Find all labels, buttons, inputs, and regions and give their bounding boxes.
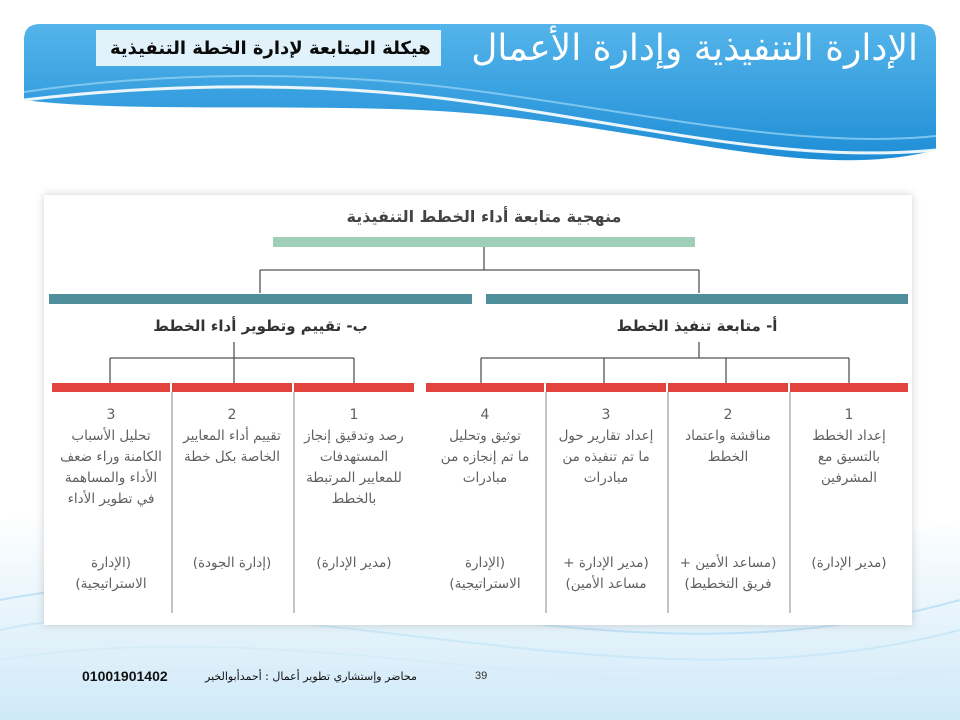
item-number: 2 [227,407,237,423]
diagram-root-title: منهجية متابعة أداء الخطط التنفيذية [346,207,622,226]
branch-bar-b [49,294,472,304]
item-text-line: الخطط [707,449,749,465]
branch-b-item-3-owner [52,553,170,595]
owner-line: (الإدارة [90,555,132,571]
item-text-line: في تطوير الأداء [67,491,155,507]
diagram-panel [44,195,912,625]
root-bar [273,237,695,247]
branch-b-item-1-owner [294,553,414,574]
branch-b-title: ب- تقييم وتطوير أداء الخطط [153,317,368,335]
item-number: 3 [106,407,116,423]
owner-line: فريق التخطيط) [684,576,772,592]
owner-line: الاستراتيجية) [75,576,147,592]
branch-a-item-3-owner [546,553,666,595]
owner-line: مساعد الأمين) [565,576,647,592]
owner-line: (مدير الإدارة) [811,555,887,571]
branch-b-item-2 [172,405,292,468]
branch-b-item-2-owner [172,553,292,574]
owner-line: (مدير الإدارة + [563,555,649,571]
item-bar [546,383,666,392]
footer-phone: 01001901402 [82,668,168,684]
item-bar [52,383,170,392]
item-text-line: بالخطط [331,491,377,507]
item-bar [172,383,292,392]
item-number: 1 [844,407,854,423]
branch-a-item-4-owner [426,553,544,595]
item-text-line: رصد وتدقيق إنجاز [304,428,404,444]
item-text-line: مبادرات [583,470,629,486]
item-text-line: مبادرات [462,470,508,486]
branch-a-item-2-owner [668,553,788,595]
branch-a-title: أ- متابعة تنفيذ الخطط [616,317,778,335]
owner-line: (الإدارة [464,555,506,571]
slide-title: الإدارة التنفيذية وإدارة الأعمال [471,28,918,69]
item-number: 1 [349,407,359,423]
branch-a-item-2 [668,405,788,468]
item-text-line: ما تم إنجازه من [440,449,530,465]
owner-line: (إدارة الجودة) [192,555,272,571]
footer-author: محاضر وإستشاري تطوير أعمال : أحمدأبوالخير [205,670,417,683]
branch-a-item-1-owner [790,553,908,574]
item-text-line: الكامنة وراء ضعف [60,449,162,465]
item-text-line: توثيق وتحليل [449,428,521,444]
item-bar [668,383,788,392]
owner-line: (مدير الإدارة) [316,555,392,571]
item-number: 2 [723,407,733,423]
item-text-line: الخاصة بكل خطة [183,449,281,465]
item-text-line: المستهدفات [319,449,389,465]
item-number: 3 [601,407,611,423]
item-text-line: تحليل الأسباب [71,428,151,444]
item-bar [790,383,908,392]
item-text-line: للمعايير المرتبطة [306,470,402,486]
item-text-line: تقييم أداء المعايير [183,428,281,444]
branch-a-item-1 [790,405,908,489]
item-text-line: إعداد الخطط [812,428,886,444]
item-number: 4 [480,407,490,423]
branch-b-item-3 [52,405,170,510]
item-text-line: المشرفين [821,470,877,486]
branch-a-item-3 [546,405,666,489]
item-bar [294,383,414,392]
item-text-line: مناقشة واعتماد [685,428,771,444]
page-number: 39 [475,670,488,682]
item-bar [426,383,544,392]
owner-line: (مساعد الأمين + [679,555,777,571]
slide-subtitle: هيكلة المتابعة لإدارة الخطة التنفيذية [110,38,431,59]
branch-bar-a [486,294,908,304]
item-text-line: الأداء والمساهمة [64,470,158,486]
branch-a-item-4 [426,405,544,489]
item-text-line: ما تم تنفيذه من [562,449,650,465]
owner-line: الاستراتيجية) [449,576,521,592]
item-text-line: إعداد تقارير حول [558,428,654,444]
branch-b-item-1 [294,405,414,510]
item-text-line: بالتسيق مع [817,449,881,465]
